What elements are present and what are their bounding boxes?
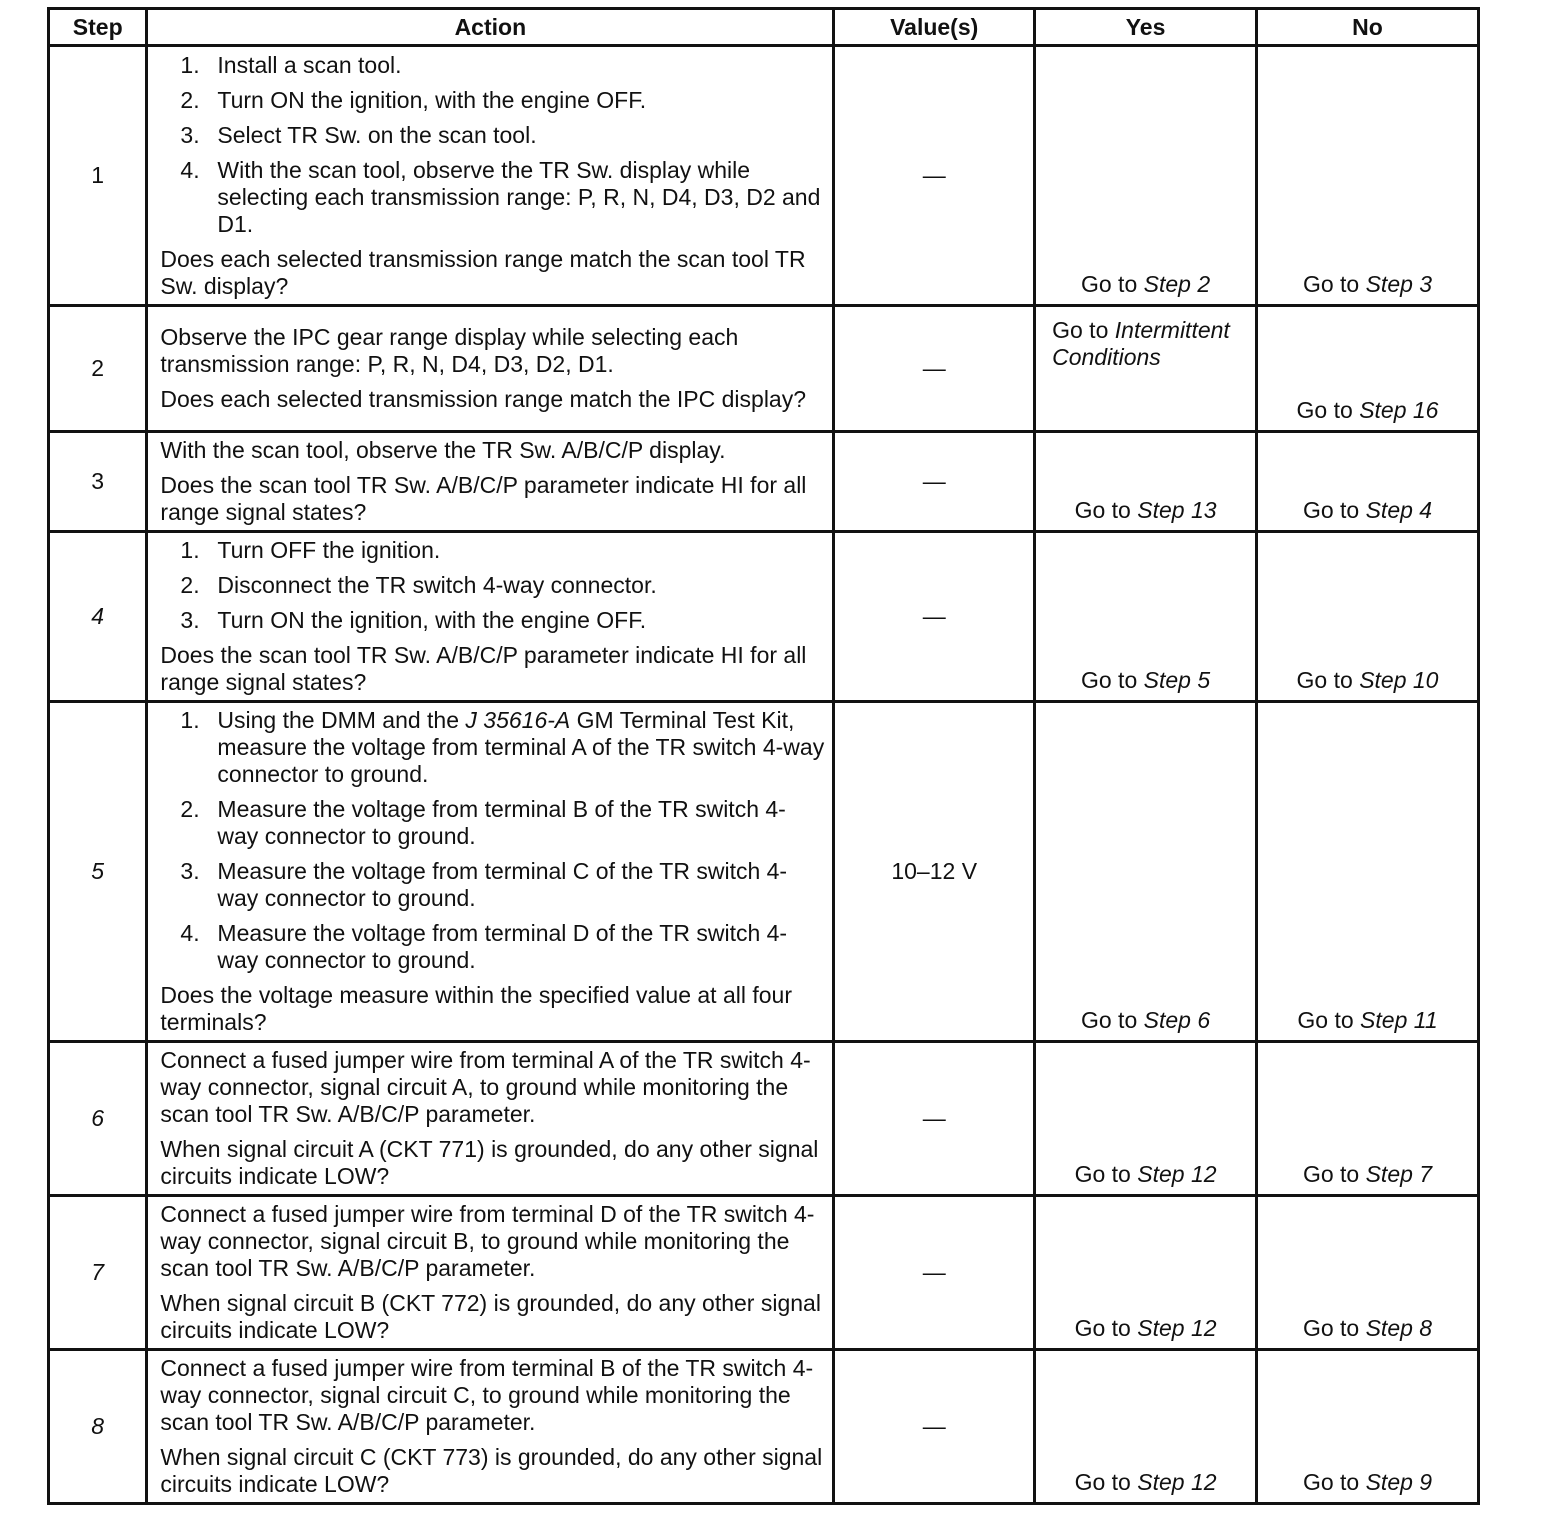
- action-cell: [147, 432, 834, 532]
- step-number: 7: [49, 1196, 147, 1350]
- value-cell: —: [834, 532, 1035, 702]
- value-cell: —: [834, 1042, 1035, 1196]
- no-link[interactable]: Step 8: [1365, 1315, 1433, 1341]
- no-cell: Go to Step 16: [1257, 306, 1479, 432]
- action-text: Observe the IPC gear range display while selecting each transmission range: P, R, N, D4, D3, D2, D1.: [160, 324, 739, 377]
- value-cell: —: [834, 1350, 1035, 1504]
- yes-cell: Go to Step 12: [1035, 1042, 1257, 1196]
- header-yes: Yes: [1035, 9, 1257, 46]
- no-cell: Go to Step 10: [1257, 532, 1479, 702]
- table-row-step-4: [49, 532, 1479, 702]
- yes-link[interactable]: Step 12: [1137, 1315, 1217, 1341]
- no-cell: Go to Step 4: [1257, 432, 1479, 532]
- action-text: With the scan tool, observe the TR Sw. A/B/C/P display.: [160, 437, 726, 463]
- diagnostic-table: [47, 7, 1480, 1505]
- yes-link[interactable]: Step 13: [1137, 497, 1217, 523]
- action-cell: [147, 1350, 834, 1504]
- table-row-step-7: [49, 1196, 1479, 1350]
- action-question: Does the scan tool TR Sw. A/B/C/P parameter indicate HI for all range signal states?: [160, 642, 807, 695]
- action-question: When signal circuit A (CKT 771) is grounded, do any other signal circuits indicate LOW?: [160, 1136, 819, 1189]
- action-cell: [147, 702, 834, 1042]
- yes-link[interactable]: Step 2: [1143, 271, 1211, 297]
- action-step: 2. Disconnect the TR switch 4-way connector.: [180, 572, 657, 598]
- step-number: 3: [49, 432, 147, 532]
- no-link[interactable]: Step 7: [1365, 1161, 1433, 1187]
- no-cell: Go to Step 8: [1257, 1196, 1479, 1350]
- value-cell: —: [834, 1196, 1035, 1350]
- no-link[interactable]: Step 4: [1365, 497, 1433, 523]
- step-number: 5: [49, 702, 147, 1042]
- value-cell: 10–12 V: [834, 702, 1035, 1042]
- action-cell: [147, 1196, 834, 1350]
- yes-cell: Go to Step 2: [1035, 46, 1257, 306]
- yes-cell: Go to Step 5: [1035, 532, 1257, 702]
- action-text: Connect a fused jumper wire from terminal A of the TR switch 4-way connector, signal circuit A, to ground while monitoring the scan tool TR Sw. A/B/C/P parameter.: [160, 1047, 811, 1127]
- no-cell: Go to Step 11: [1257, 702, 1479, 1042]
- action-cell: [147, 306, 834, 432]
- action-question: Does the voltage measure within the specified value at all four terminals?: [160, 982, 792, 1035]
- yes-cell: Go to Step 12: [1035, 1196, 1257, 1350]
- no-cell: Go to Step 9: [1257, 1350, 1479, 1504]
- action-step: 1. Install a scan tool.: [180, 51, 402, 78]
- action-step: 4. Measure the voltage from terminal D of the TR switch 4-way connector to ground.: [180, 920, 788, 973]
- no-link[interactable]: Step 11: [1360, 1007, 1438, 1033]
- no-link[interactable]: Step 9: [1365, 1469, 1433, 1495]
- yes-link[interactable]: Step 5: [1143, 667, 1211, 693]
- step-number: 8: [49, 1350, 147, 1504]
- header-action: Action: [147, 9, 834, 46]
- action-question: Does the scan tool TR Sw. A/B/C/P parameter indicate HI for all range signal states?: [160, 472, 807, 525]
- yes-link[interactable]: Intermittent Conditions: [1052, 317, 1230, 370]
- step-number: 1: [49, 46, 147, 306]
- yes-cell: Go to Step 12: [1035, 1350, 1257, 1504]
- action-cell: [147, 46, 834, 306]
- yes-link[interactable]: Step 12: [1137, 1161, 1217, 1187]
- step-number: 2: [49, 306, 147, 432]
- table-row-step-6: [49, 1042, 1479, 1196]
- action-cell: [147, 1042, 834, 1196]
- yes-link[interactable]: Step 6: [1143, 1007, 1211, 1033]
- action-step: 2. Measure the voltage from terminal B of the TR switch 4-way connector to ground.: [180, 796, 786, 849]
- header-step: Step: [49, 9, 147, 46]
- action-question: When signal circuit B (CKT 772) is grounded, do any other signal circuits indicate LOW?: [160, 1290, 821, 1343]
- value-cell: —: [834, 46, 1035, 306]
- action-step: 1. Using the DMM and the J 35616-A GM Terminal Test Kit, measure the voltage from terminal A of the TR switch 4-way connector to ground.: [180, 707, 825, 787]
- action-steps: [160, 707, 824, 974]
- header-values: Value(s): [834, 9, 1035, 46]
- header-row: [49, 9, 1479, 46]
- step-number: 6: [49, 1042, 147, 1196]
- action-step: 4. With the scan tool, observe the TR Sw. display while selecting each transmission range: P, R, N, D4, D3, D2 and D1.: [180, 156, 821, 237]
- step-number: 4: [49, 532, 147, 702]
- action-step: 3. Select TR Sw. on the scan tool.: [180, 121, 537, 148]
- action-question: When signal circuit C (CKT 773) is grounded, do any other signal circuits indicate LOW?: [160, 1444, 823, 1497]
- yes-cell: Go to Step 13: [1035, 432, 1257, 532]
- table-row-step-1: [49, 46, 1479, 306]
- table-row-step-5: [49, 702, 1479, 1042]
- tool-reference: J 35616-A: [465, 707, 571, 733]
- action-steps: [160, 52, 824, 238]
- no-cell: Go to Step 3: [1257, 46, 1479, 306]
- action-question: Does each selected transmission range match the IPC display?: [160, 386, 807, 412]
- action-cell: [147, 532, 834, 702]
- no-link[interactable]: Step 16: [1359, 397, 1439, 423]
- table-row-step-8: [49, 1350, 1479, 1504]
- no-link[interactable]: Step 3: [1365, 271, 1433, 297]
- yes-cell: Go to Intermittent Conditions: [1035, 306, 1257, 432]
- action-steps: [160, 537, 824, 634]
- action-step: 3. Measure the voltage from terminal C of the TR switch 4-way connector to ground.: [180, 858, 788, 911]
- action-text: Connect a fused jumper wire from terminal D of the TR switch 4-way connector, signal circuit B, to ground while monitoring the scan tool TR Sw. A/B/C/P parameter.: [160, 1201, 815, 1281]
- no-link[interactable]: Step 10: [1359, 667, 1439, 693]
- no-cell: Go to Step 7: [1257, 1042, 1479, 1196]
- table-row-step-2: [49, 306, 1479, 432]
- value-cell: —: [834, 432, 1035, 532]
- header-no: No: [1257, 9, 1479, 46]
- action-step: 1. Turn OFF the ignition.: [180, 537, 441, 563]
- action-step: 3. Turn ON the ignition, with the engine OFF.: [180, 607, 647, 633]
- action-step: 2. Turn ON the ignition, with the engine OFF.: [180, 86, 647, 113]
- table-row-step-3: [49, 432, 1479, 532]
- action-text: Connect a fused jumper wire from terminal B of the TR switch 4-way connector, signal circuit C, to ground while monitoring the scan tool TR Sw. A/B/C/P parameter.: [160, 1355, 814, 1435]
- value-cell: —: [834, 306, 1035, 432]
- action-question: Does each selected transmission range match the scan tool TR Sw. display?: [160, 245, 806, 299]
- yes-cell: Go to Step 6: [1035, 702, 1257, 1042]
- yes-link[interactable]: Step 12: [1137, 1469, 1217, 1495]
